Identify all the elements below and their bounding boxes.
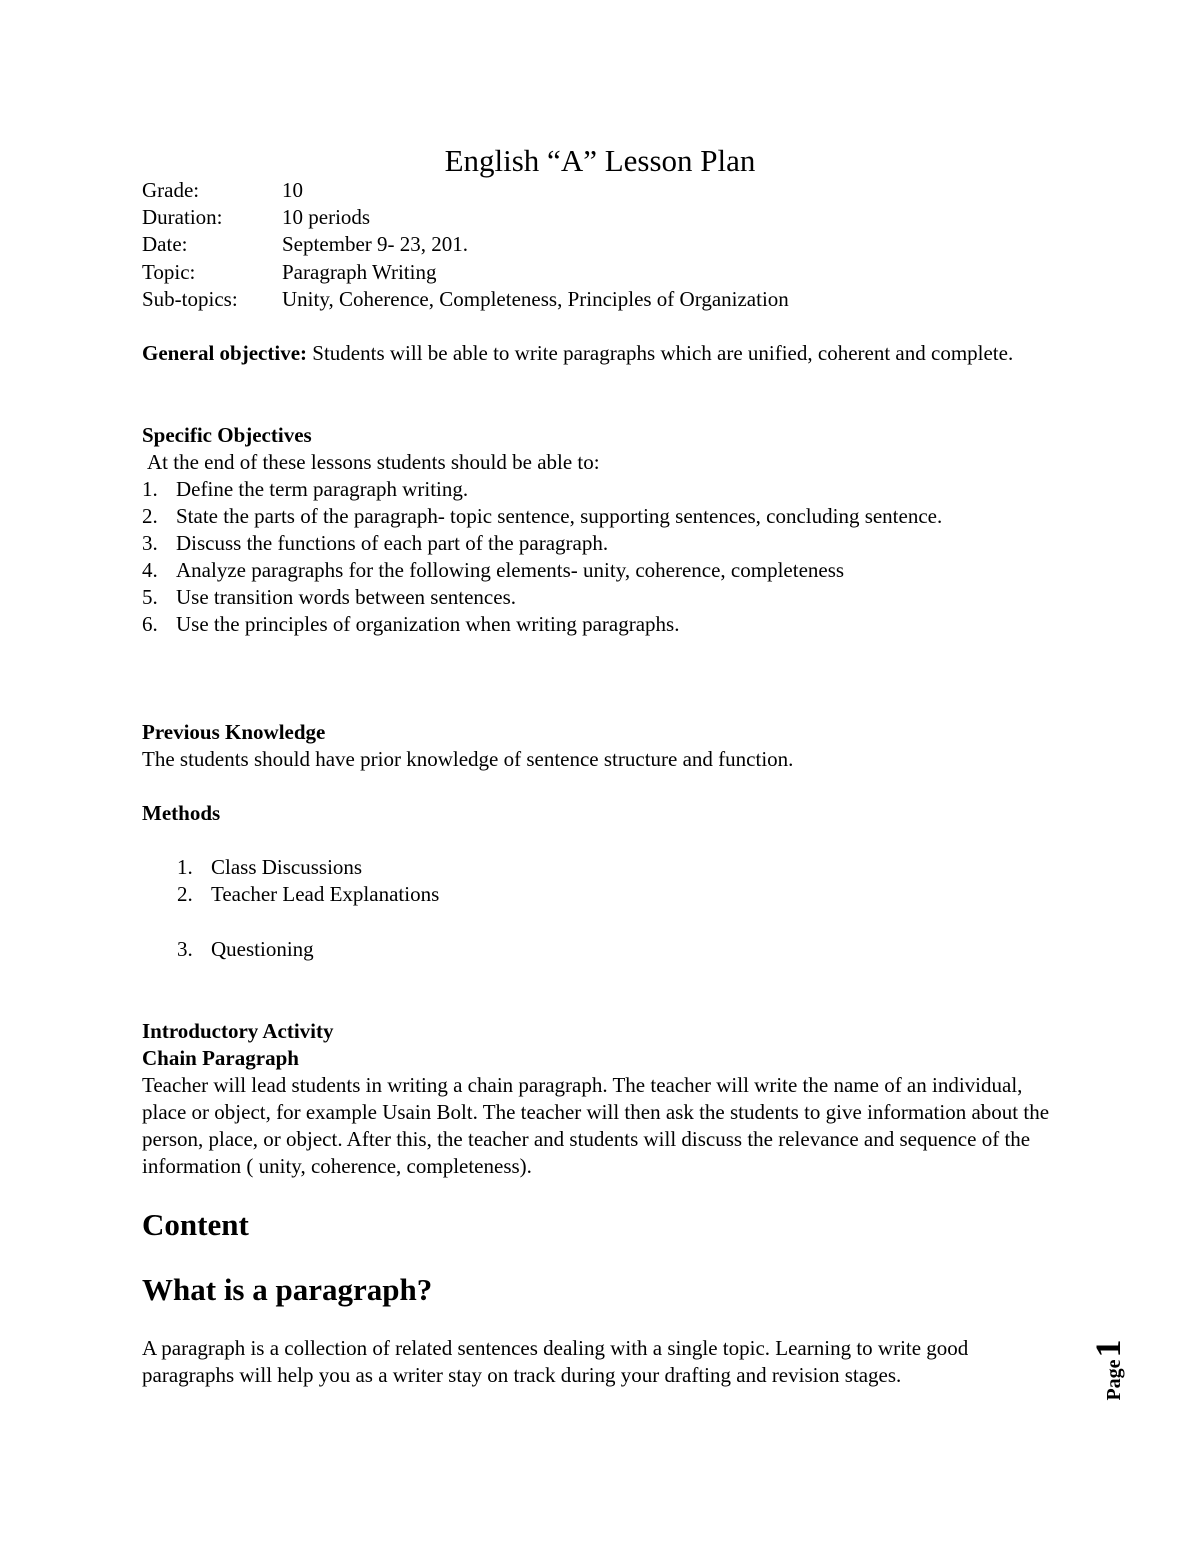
page-number-footer bbox=[1087, 1340, 1167, 1400]
page-word: Page bbox=[1103, 1359, 1125, 1401]
info-value: 10 periods bbox=[282, 205, 371, 230]
list-text: State the parts of the paragraph- topic sentence, supporting sentences, concluding sentence. bbox=[176, 504, 943, 528]
list-number: 4. bbox=[142, 558, 158, 582]
info-label: Topic: bbox=[142, 259, 196, 284]
info-value: 10 bbox=[282, 178, 303, 202]
introductory-activity bbox=[142, 1018, 1062, 1180]
chain-paragraph-heading: Chain Paragraph bbox=[142, 1046, 299, 1070]
list-number: 2. bbox=[142, 504, 158, 528]
list-item bbox=[142, 584, 1062, 611]
list-item bbox=[142, 611, 1062, 638]
specific-objectives bbox=[142, 422, 1062, 638]
list-text: Use the principles of organization when writing paragraphs. bbox=[176, 612, 680, 636]
general-objective-label: General objective: bbox=[142, 341, 308, 365]
list-text: Analyze paragraphs for the following elements- unity, coherence, completeness bbox=[176, 558, 845, 582]
list-number: 6. bbox=[142, 612, 158, 636]
info-label: Grade: bbox=[142, 178, 200, 202]
list-item bbox=[142, 530, 1062, 557]
content-heading: Content bbox=[142, 1207, 249, 1242]
info-value: Unity, Coherence, Completeness, Principles of Organization bbox=[282, 286, 789, 311]
list-text: Use transition words between sentences. bbox=[176, 585, 516, 609]
paragraph-definition-text: A paragraph is a collection of related sentences dealing with a single topic. Learning to write good paragraphs will help you as a writer stay on track during your drafting and revision stages. bbox=[142, 1336, 969, 1387]
info-row-date bbox=[142, 231, 1042, 258]
list-item bbox=[142, 881, 1062, 908]
list-item bbox=[142, 476, 1062, 503]
list-item bbox=[142, 854, 1062, 881]
list-item bbox=[142, 936, 1062, 963]
lesson-info bbox=[142, 177, 1042, 313]
previous-knowledge-text: The students should have prior knowledge of sentence structure and function. bbox=[142, 747, 794, 771]
list-number: 5. bbox=[142, 585, 158, 609]
page-title: English “A” Lesson Plan bbox=[444, 143, 756, 178]
what-is-paragraph-heading: What is a paragraph? bbox=[142, 1272, 433, 1307]
info-row-subtopics bbox=[142, 286, 1042, 313]
list-text: Teacher Lead Explanations bbox=[211, 882, 440, 906]
info-label: Sub-topics: bbox=[142, 286, 238, 311]
list-number: 1. bbox=[142, 477, 158, 501]
general-objective-text: Students will be able to write paragraphs which are unified, coherent and complete. bbox=[307, 341, 1014, 365]
list-text: Class Discussions bbox=[211, 855, 363, 879]
introductory-activity-heading: Introductory Activity bbox=[142, 1019, 334, 1043]
list-item bbox=[142, 503, 1062, 530]
info-value: Paragraph Writing bbox=[282, 259, 437, 284]
list-number: 3. bbox=[177, 937, 193, 961]
list-number: 3. bbox=[142, 531, 158, 555]
info-value: September 9- 23, 201. bbox=[282, 232, 469, 257]
list-number: 1. bbox=[177, 855, 193, 879]
info-row-grade bbox=[142, 177, 1042, 204]
previous-knowledge bbox=[142, 719, 1062, 773]
list-text: Define the term paragraph writing. bbox=[176, 477, 469, 501]
methods-heading: Methods bbox=[142, 801, 221, 825]
list-item bbox=[142, 557, 1062, 584]
specific-objectives-intro: At the end of these lessons students should be able to: bbox=[147, 450, 600, 474]
previous-knowledge-heading: Previous Knowledge bbox=[142, 720, 326, 744]
info-row-topic bbox=[142, 259, 1042, 286]
info-label: Duration: bbox=[142, 205, 223, 230]
general-objective bbox=[142, 340, 1062, 367]
methods bbox=[142, 800, 1062, 827]
list-number: 2. bbox=[177, 882, 193, 906]
introductory-activity-text: Teacher will lead students in writing a chain paragraph. The teacher will write the name of an individual, place or object, for example Usain Bolt. The teacher will then ask the students to give information about the person, place, or object. After this, the teacher and students will discuss the relevance and sequence of the information ( unity, coherence, completeness). bbox=[142, 1073, 1050, 1178]
info-row-duration bbox=[142, 204, 1042, 231]
methods-list bbox=[142, 854, 1062, 908]
specific-objectives-heading: Specific Objectives bbox=[142, 423, 312, 447]
page-number: 1 bbox=[1088, 1339, 1128, 1358]
paragraph-definition bbox=[142, 1335, 1052, 1389]
methods-list-continued bbox=[142, 936, 1062, 963]
objectives-list bbox=[142, 476, 1062, 638]
info-label: Date: bbox=[142, 232, 188, 257]
list-text: Questioning bbox=[211, 937, 314, 961]
list-text: Discuss the functions of each part of the paragraph. bbox=[176, 531, 609, 555]
